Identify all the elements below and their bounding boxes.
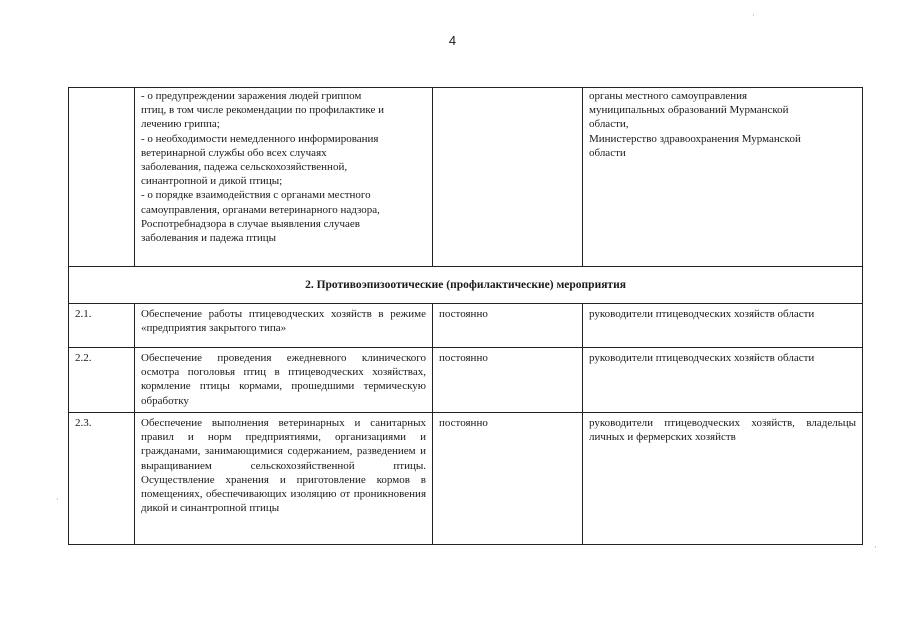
scan-speck: · bbox=[752, 10, 755, 20]
action-line: заболевания и падежа птицы bbox=[141, 232, 277, 245]
responsible-cell: руководители птицеводческих хозяйств области bbox=[583, 304, 863, 348]
page-number: 4 bbox=[448, 33, 457, 48]
action-cell: Обеспечение проведения ежедневного клинического осмотра поголовья птиц в птицеводческих хозяйствах, кормление птицы кормами, прошедшими термическую обработку bbox=[135, 348, 433, 413]
section-title: 2. Противоэпизоотические (профилактические) мероприятия bbox=[69, 267, 863, 304]
section-header-row bbox=[69, 267, 863, 304]
responsible-line: органы местного самоуправления bbox=[589, 90, 748, 102]
responsible-line: муниципальных образований Мурманской bbox=[589, 104, 789, 117]
responsible-line: области, bbox=[589, 118, 629, 131]
responsible-line: области bbox=[589, 146, 626, 159]
table-row bbox=[69, 348, 863, 413]
action-cell: Обеспечение работы птицеводческих хозяйств в режиме «предприятия закрытого типа» bbox=[135, 304, 433, 348]
action-cell: Обеспечение выполнения ветеринарных и санитарных правил и норм предприятиями, организациями и гражданами, занимающимися содержанием, разведением и выращиванием сельскохозяйственной птицы. Осуществление хранения и приготовление кормов в помещениях, обеспечивающих изоляцию от проникновения дикой и синантропной птицы bbox=[135, 413, 433, 545]
action-line: лечению гриппа; bbox=[141, 118, 220, 131]
scan-speck: · bbox=[56, 494, 59, 504]
action-line: заболевания, падежа сельскохозяйственной, bbox=[141, 161, 348, 174]
action-cell bbox=[135, 88, 433, 267]
table-row bbox=[69, 304, 863, 348]
table-row bbox=[69, 413, 863, 545]
term-cell: постоянно bbox=[433, 348, 583, 413]
row-number-cell: 2.3. bbox=[69, 413, 135, 545]
action-line: птиц, в том числе рекомендации по профилактике и bbox=[141, 104, 384, 117]
term-cell: постоянно bbox=[433, 413, 583, 545]
scan-speck: · bbox=[874, 542, 877, 552]
action-line: ветеринарной службы обо всех случаях bbox=[141, 146, 327, 159]
row-number-cell bbox=[69, 88, 135, 267]
term-cell: постоянно bbox=[433, 304, 583, 348]
responsible-cell: руководители птицеводческих хозяйств, владельцы личных и фермерских хозяйств bbox=[583, 413, 863, 545]
action-line: Роспотребнадзора в случае выявления случаев bbox=[141, 217, 360, 230]
action-line: - о необходимости немедленного информирования bbox=[141, 132, 379, 145]
action-line: - о предупреждении заражения людей гриппом bbox=[141, 90, 362, 102]
term-cell bbox=[433, 88, 583, 267]
measures-table bbox=[68, 87, 863, 545]
table-row bbox=[69, 88, 863, 267]
action-line: самоуправления, органами ветеринарного надзора, bbox=[141, 203, 380, 216]
row-number-cell: 2.1. bbox=[69, 304, 135, 348]
action-line: синантропной и дикой птицы; bbox=[141, 175, 283, 188]
action-line: - о порядке взаимодействия с органами местного bbox=[141, 189, 371, 202]
responsible-cell: руководители птицеводческих хозяйств области bbox=[583, 348, 863, 413]
responsible-line: Министерство здравоохранения Мурманской bbox=[589, 132, 801, 145]
row-number-cell: 2.2. bbox=[69, 348, 135, 413]
responsible-cell bbox=[583, 88, 863, 267]
